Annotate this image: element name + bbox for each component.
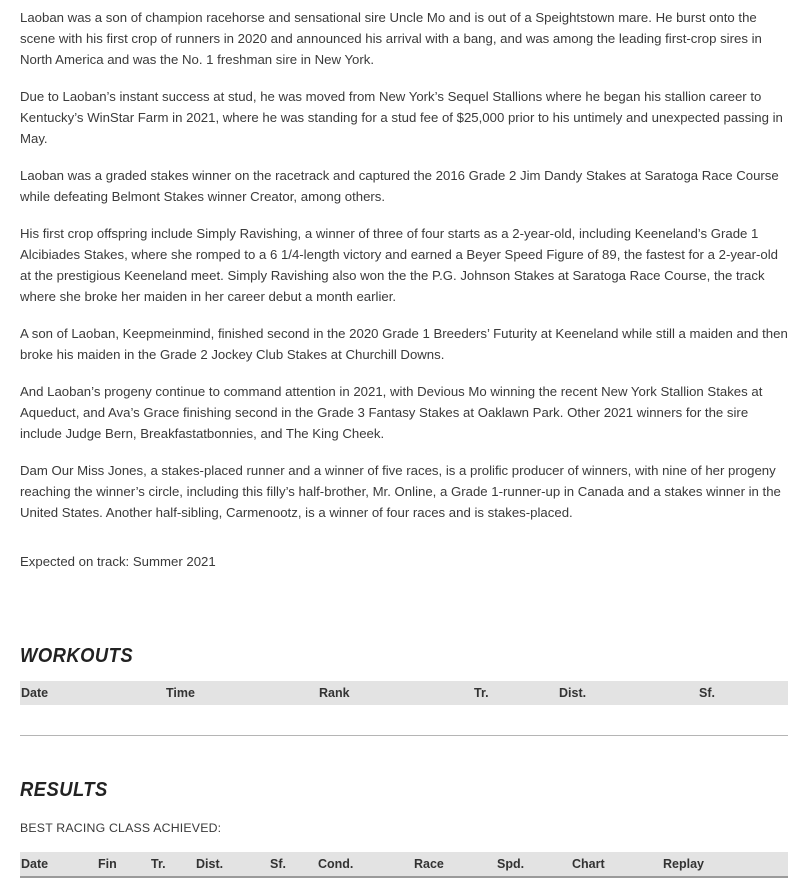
section-divider xyxy=(20,735,788,736)
article-paragraph: Laoban was a son of champion racehorse and sensational sire Uncle Mo and is out of a Speightstown mare. He burst onto the scene with his first crop of runners in 2020 and announced his arrival with a bang, and was among the leading first-crop sires in North America and was the No. 1 freshman sire in New York. xyxy=(20,10,762,67)
results-col-dist[interactable]: Dist. xyxy=(196,857,224,871)
results-table-header xyxy=(20,852,788,878)
article-paragraph: A son of Laoban, Keepmeinmind, finished second in the 2020 Grade 1 Breeders’ Futurity at Keeneland while still a maiden and then broke his maiden in the Grade 2 Jockey Club Stakes at Churchill Downs. xyxy=(20,326,788,362)
workouts-col-track[interactable]: Tr. xyxy=(474,686,489,700)
article-paragraph: Laoban was a graded stakes winner on the racetrack and captured the 2016 Grade 2 Jim Dandy Stakes at Saratoga Race Course while defeating Belmont Stakes winner Creator, among others. xyxy=(20,168,779,204)
results-col-replay[interactable]: Replay xyxy=(663,857,704,871)
workouts-col-surface[interactable]: Sf. xyxy=(699,686,715,700)
results-col-date[interactable]: Date xyxy=(21,857,49,871)
article-paragraph: And Laoban’s progeny continue to command attention in 2021, with Devious Mo winning the recent New York Stallion Stakes at Aqueduct, and Ava’s Grace finishing second in the Grade 3 Fantasy Stakes at Oaklawn Park. Other 2021 winners for the sire include Judge Bern, Breakfastatbonnies, and The King Cheek. xyxy=(20,384,763,441)
article-paragraph: His first crop offspring include Simply Ravishing, a winner of three of four starts as a 2-year-old, including Keeneland’s Grade 1 Alcibiades Stakes, where she romped to a 6 1/4-length victory and earned a Beyer Speed Figure of 89, the fastest for a 2-year-old at the prestigious Keeneland meet. Simply Ravishing also won the the P.G. Johnson Stakes at Saratoga Race Course, the track where she broke her maiden in her career debut a month earlier. xyxy=(20,226,778,304)
article-paragraph: Due to Laoban’s instant success at stud, he was moved from New York’s Sequel Stallions where he began his stallion career to Kentucky’s WinStar Farm in 2021, where he was standing for a stud fee of $25,000 prior to his untimely and unexpected passing in May. xyxy=(20,89,783,146)
article-body xyxy=(20,7,788,539)
results-col-surface[interactable]: Sf. xyxy=(270,857,286,871)
workouts-title: WORKOUTS xyxy=(20,645,134,667)
results-title: RESULTS xyxy=(20,779,108,801)
results-col-finish[interactable]: Fin xyxy=(98,857,117,871)
results-col-track[interactable]: Tr. xyxy=(151,857,166,871)
expected-on-track: Expected on track: Summer 2021 xyxy=(20,554,216,569)
results-col-condition[interactable]: Cond. xyxy=(318,857,354,871)
workouts-col-dist[interactable]: Dist. xyxy=(559,686,587,700)
workouts-table-header xyxy=(20,681,788,705)
article-paragraph: Dam Our Miss Jones, a stakes-placed runner and a winner of five races, is a prolific producer of winners, with nine of her progeny reaching the winner’s circle, including this filly’s half-brother, Mr. Online, a Grade 1-runner-up in Canada and a stakes winner in the United States. Another half-sibling, Carmenootz, is a winner of four races and is stakes-placed. xyxy=(20,463,781,520)
best-racing-class-label: BEST RACING CLASS ACHIEVED: xyxy=(20,821,222,835)
workouts-col-date[interactable]: Date xyxy=(21,686,49,700)
results-col-speed[interactable]: Spd. xyxy=(497,857,525,871)
results-col-race[interactable]: Race xyxy=(414,857,444,871)
results-col-chart[interactable]: Chart xyxy=(572,857,605,871)
workouts-col-time[interactable]: Time xyxy=(166,686,195,700)
workouts-col-rank[interactable]: Rank xyxy=(319,686,350,700)
